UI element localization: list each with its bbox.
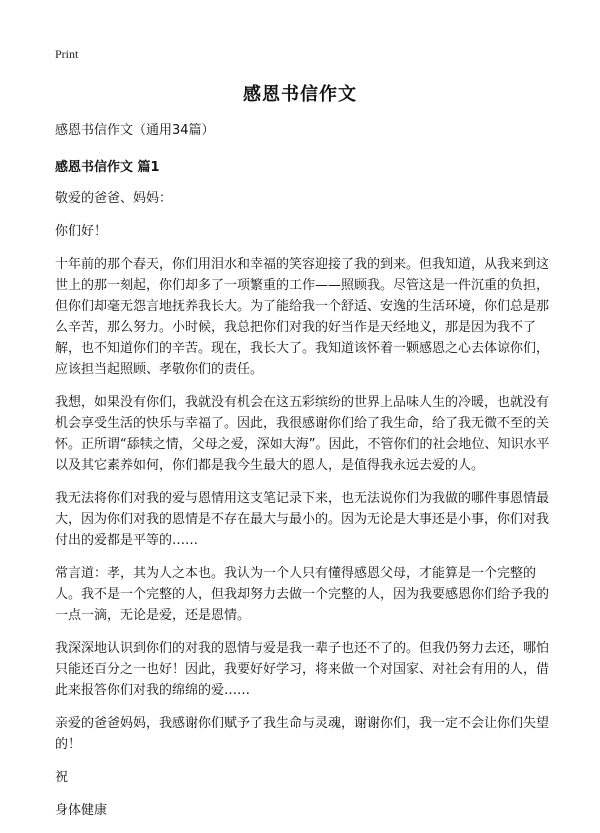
body-paragraph-5: 我深深地认识到你们的对我的恩情与爱是我一辈子也还不了的。但我仍努力去还，哪怕只能还百分之一也好！因此，我要好好学习，将来做一个对国家、对社会有用的人，借此来报答你们对我的绵绵的爱…… — [55, 641, 550, 698]
closing-wish: 祝 — [55, 770, 69, 785]
body-paragraph-4: 常言道：孝，其为人之本也。我认为一个人只有懂得感恩父母，才能算是一个完整的人。我不是一个完整的人，但我却努力去做一个完整的人，因为我要感恩你们给予我的一点一滴，无论是爱，还是恩情。 — [55, 566, 550, 623]
greeting: 你们好！ — [55, 224, 108, 239]
body-paragraph-1: 十年前的那个春天，你们用泪水和幸福的笑容迎接了我的到来。但我知道，从我来到这世上的那一刻起，你们却多了一项繁重的工作——照顾我。尽管这是一件沉重的负担，但你们却毫无怨言地抚养我长大。为了能给我一个舒适、安逸的生活环境，你们总是那么辛苦，那么努力。小时候，我总把你们对我的好当作是天经地义，那是因为我不了解，也不知道你们的辛苦。现在，我长大了。我知道该怀着一颗感恩之心去体谅你们，应该担当起照顾、孝敬你们的责任。 — [55, 257, 550, 377]
print-link[interactable]: Print — [55, 47, 79, 61]
document-body — [55, 120, 555, 833]
closing-blessing: 身体健康 — [55, 803, 108, 818]
section-heading: 感恩书信作文 篇1 — [55, 160, 160, 175]
document-title: 感恩书信作文 — [243, 84, 357, 105]
document-subtitle: 感恩书信作文（通用34篇） — [55, 123, 215, 138]
salutation: 敬爱的爸爸、妈妈： — [55, 191, 173, 206]
closing-paragraph: 亲爱的爸爸妈妈，我感谢你们赋予了我生命与灵魂，谢谢你们，我一定不会让你们失望的！ — [55, 716, 550, 752]
body-paragraph-3: 我无法将你们对我的爱与恩情用这支笔记录下来，也无法说你们为我做的哪件事恩情最大，因为你们对我的恩情是不存在最大与最小的。因为无论是大事还是小事，你们对我付出的爱都是平等的…… — [55, 491, 550, 548]
body-paragraph-2: 我想，如果没有你们，我就没有机会在这五彩缤纷的世界上品味人生的冷暖，也就没有机会享受生活的快乐与幸福了。因此，我很感谢你们给了我生命，给了我无微不至的关怀。正所谓“舔犊之情，父母之爱，深如大海”。因此，不管你们的社会地位、知识水平以及其它素养如何，你们都是我今生最大的恩人，是值得我永远去爱的人。 — [55, 395, 550, 473]
